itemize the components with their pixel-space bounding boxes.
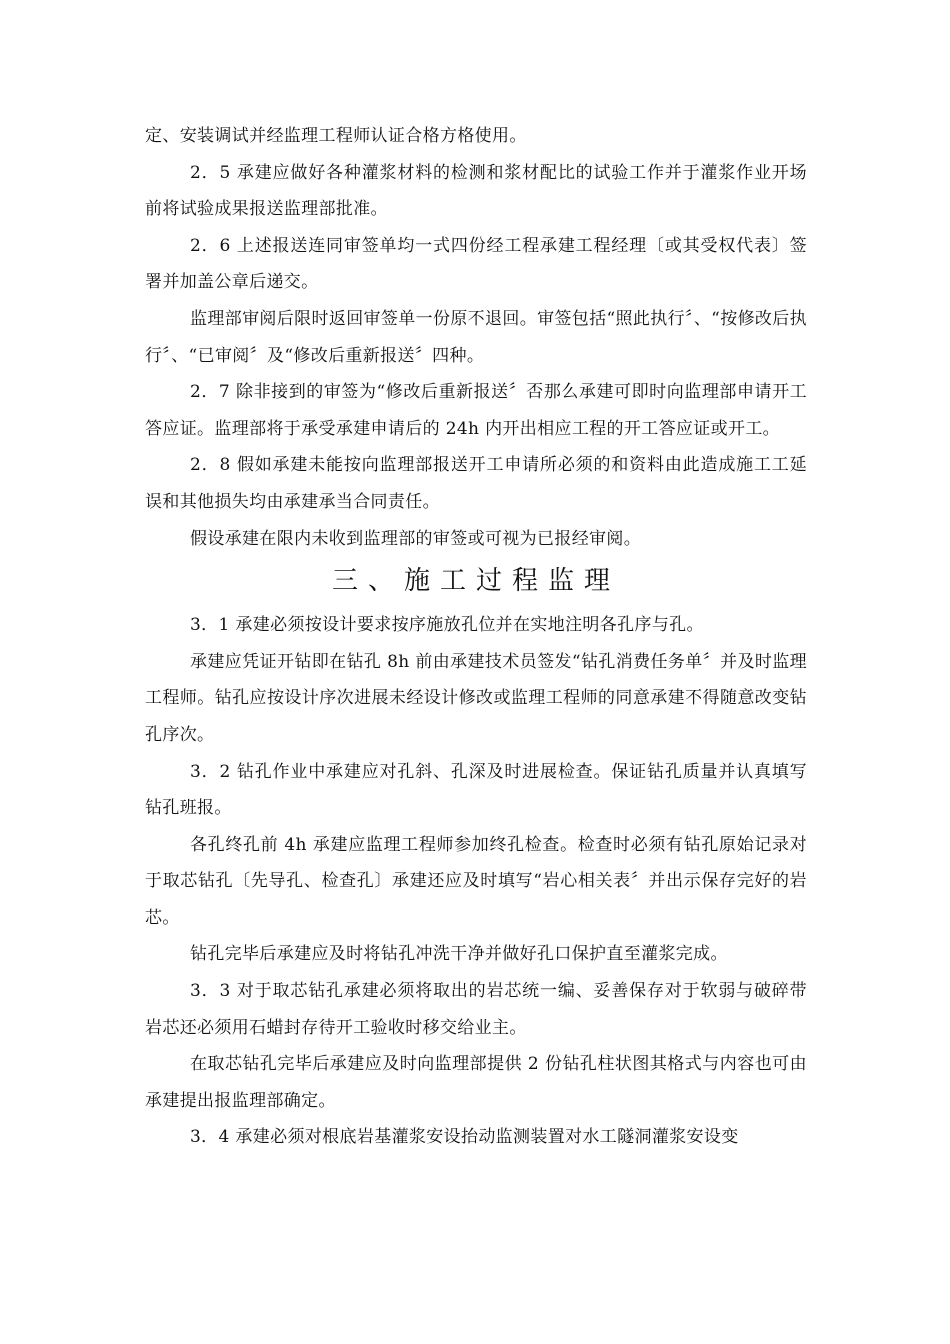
paragraph-1: 定、安装调试并经监理工程师认证合格方格使用。: [145, 126, 527, 146]
paragraph-11: 各孔终孔前 4h 承建应监理工程师参加终孔检查。检查时必须有钻孔原始记录对于取芯钻孔〔先导孔、检查孔〕承建还应及时填写“岩心相关表〞并出示保存完好的岩芯。: [145, 834, 807, 928]
paragraph-15: 3．4 承建必须对根底岩基灌浆安设抬动监测装置对水工隧洞灌浆安设变: [190, 1127, 739, 1148]
document-page: [145, 118, 807, 1156]
paragraph-14: 在取芯钻孔完毕后承建应及时向监理部提供 2 份钻孔柱状图其格式与内容也可由承建提出报监理部确定。: [145, 1054, 807, 1111]
paragraph-10: 3．2 钻孔作业中承建应对孔斜、孔深及时进展检查。保证钻孔质量并认真填写钻孔班报。: [145, 761, 807, 819]
paragraph-7: 假设承建在限内未收到监理部的审签或可视为已报经审阅。: [190, 528, 642, 549]
paragraph-6: 2．8 假如承建未能按向监理部报送开工申请所必须的和资料由此造成施工工延误和其他损失均由承建承当合同责任。: [145, 455, 807, 512]
section-heading: 三、施工过程监理: [331, 566, 620, 597]
paragraph-3: 2．6 上述报送连同审签单均一式四份经工程承建工程经理〔或其受权代表〕签署并加盖公章后递交。: [145, 235, 807, 293]
paragraph-5: 2．7 除非接到的审签为“修改后重新报送〞否那么承建可即时向监理部申请开工答应证。监理部将于承受承建申请后的 24h 内开出相应工程的开工答应证或开工。: [145, 382, 807, 439]
paragraph-12: 钻孔完毕后承建应及时将钻孔冲洗干净并做好孔口保护直至灌浆完成。: [190, 944, 728, 965]
paragraph-4: 监理部审阅后限时返回审签单一份原不退回。审签包括“照此执行〞、“按修改后执行〞、“已审阅〞及“修改后重新报送〞四种。: [145, 308, 807, 366]
paragraph-9: 承建应凭证开钻即在钻孔 8h 前由承建技术员签发“钻孔消费任务单〞并及时监理工程师。钻孔应按设计序次进展未经设计修改或监理工程师的同意承建不得随意改变钻孔序次。: [145, 651, 807, 745]
paragraph-8: 3．1 承建必须按设计要求按序施放孔位并在实地注明各孔序与孔。: [190, 615, 704, 636]
paragraph-13: 3．3 对于取芯钻孔承建必须将取出的岩芯统一编、妥善保存对于软弱与破碎带岩芯还必须用石蜡封存待开工验收时移交给业主。: [145, 981, 807, 1038]
paragraph-2: 2．5 承建应做好各种灌浆材料的检测和浆材配比的试验工作并于灌浆作业开场前将试验成果报送监理部批准。: [145, 162, 807, 220]
